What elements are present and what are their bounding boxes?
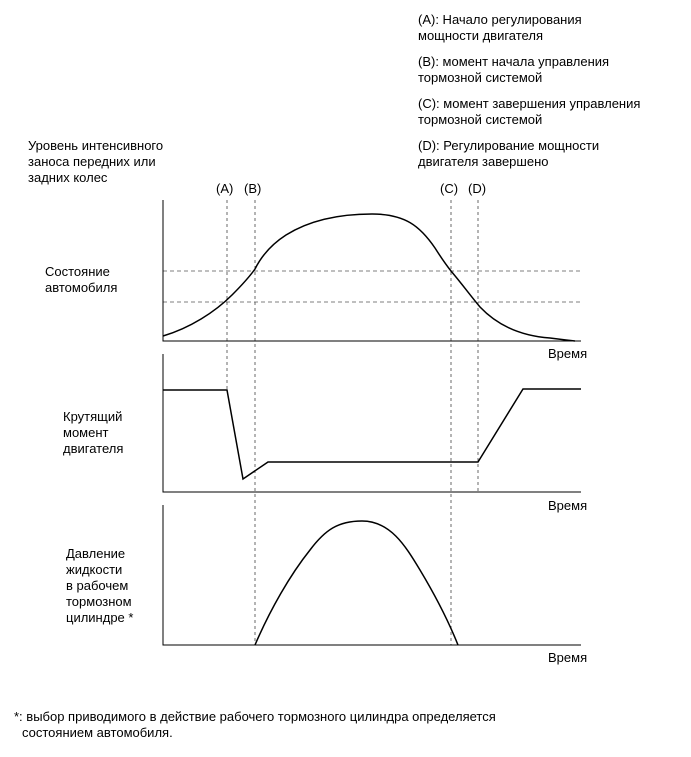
brake-pressure-curve [255,521,458,645]
brake-pressure-label: Давление жидкости в рабочем тормозном цилиндре * [66,546,134,625]
marker-a-label: (A) [216,181,234,196]
legend-item-c: (C): момент завершения управления тормозной системой [418,96,641,127]
brake-pressure-axes [163,505,581,645]
engine-torque-curve [163,389,581,479]
vehicle-state-curve [163,214,575,341]
marker-c-label: (C) [440,181,459,196]
time-axis-label-3: Время [548,650,588,665]
marker-d-label: (D) [468,181,487,196]
marker-b-label: (B) [244,181,262,196]
legend-item-d: (D): Регулирование мощности двигателя завершено [418,138,600,169]
legend-item-a: (A): Начало регулирования мощности двигателя [418,12,582,43]
skid-level-label: Уровень интенсивного заноса передних или задних колес [28,138,164,185]
vehicle-state-axes [163,200,581,341]
engine-torque-axes [163,354,581,492]
vehicle-state-label: Состояние автомобиля [45,264,118,295]
time-axis-label-2: Время [548,498,588,513]
engine-torque-label: Крутящий момент двигателя [63,409,124,456]
time-axis-label-1: Время [548,346,588,361]
legend-item-b: (B): момент начала управления тормозной системой [418,54,610,85]
footnote: *: выбор приводимого в действие рабочего тормозного цилиндра определяется состоянием автомобиля. [14,709,496,740]
